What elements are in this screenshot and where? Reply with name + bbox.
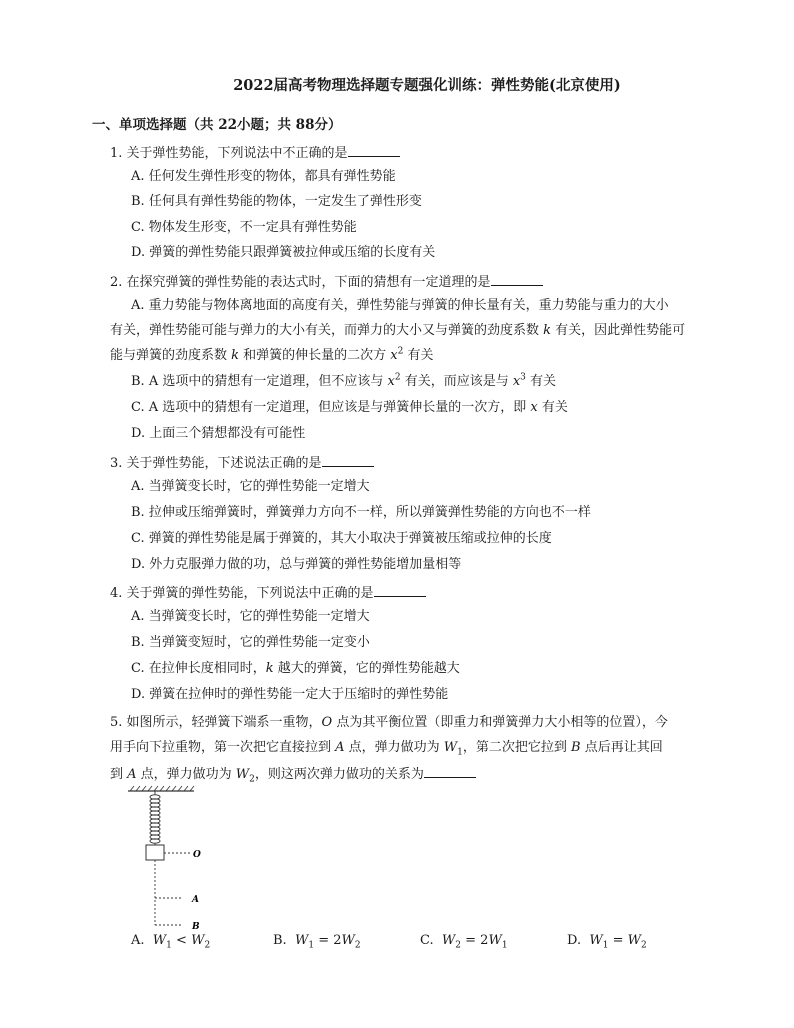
label-b: B — [192, 922, 200, 930]
answer-blank — [322, 453, 374, 467]
question-4-option-c: C. 在拉伸长度相同时，k 越大的弹簧，它的弹性势能越大 — [131, 661, 460, 676]
question-2-option-a-line2: 有关，弹性势能可能与弹力的大小有关，而弹力的大小又与弹簧的劲度系数 k 有关，因此弹性势能可 — [110, 323, 686, 338]
answer-blank — [374, 583, 426, 597]
page-title: 2022届高考物理选择题专题强化训练：弹性势能(北京使用) — [233, 77, 621, 94]
question-3-stem: 3. 关于弹性势能，下述说法正确的是 — [110, 453, 374, 473]
question-4-option-a: A. 当弹簧变长时，它的弹性势能一定增大 — [131, 609, 370, 624]
question-3-option-b: B. 拉伸或压缩弹簧时，弹簧弹力方向不一样，所以弹簧弹性势能的方向也不一样 — [131, 505, 591, 520]
question-1-option-b: B. 任何具有弹性势能的物体，一定发生了弹性形变 — [131, 194, 422, 209]
question-3-option-c: C. 弹簧的弹性势能是属于弹簧的，其大小取决于弹簧被压缩或拉伸的长度 — [131, 531, 552, 546]
question-1-stem: 1. 关于弹性势能，下列说法中不正确的是 — [110, 143, 400, 163]
question-2-option-a-line3: 能与弹簧的劲度系数 k 和弹簧的伸长量的二次方 $x^2$ 有关 — [110, 346, 434, 363]
question-4-option-d: D. 弹簧在拉伸时的弹性势能一定大于压缩时的弹性势能 — [131, 687, 449, 702]
section-heading: 一、单项选择题（共 22小题；共 88分） — [92, 117, 342, 133]
question-5-stem-line3: 到 A 点，弹力做功为 $W_2$，则这两次弹力做功的关系为 — [110, 764, 476, 784]
question-5-option-a: A. $W_1 < W_2$ — [131, 933, 211, 951]
question-3-option-a: A. 当弹簧变长时，它的弹性势能一定增大 — [131, 479, 370, 494]
label-a: A — [192, 895, 199, 905]
question-5-option-d: D. $W_1 = W_2$ — [567, 933, 647, 951]
answer-blank — [491, 272, 543, 286]
question-1-option-d: D. 弹簧的弹性势能只跟弹簧被拉伸或压缩的长度有关 — [131, 245, 436, 260]
question-4-option-b: B. 当弹簧变短时，它的弹性势能一定变小 — [131, 635, 370, 650]
answer-blank — [424, 764, 476, 778]
question-5-stem-line1: 5. 如图所示，轻弹簧下端系一重物，O 点为其平衡位置（即重力和弹簧弹力大小相等的位置），今 — [110, 715, 668, 730]
question-3-option-d: D. 外力克服弹力做的功，总与弹簧的弹性势能增加量相等 — [131, 557, 462, 572]
answer-blank — [348, 143, 400, 157]
question-5-option-c: C. $W_2 = 2W_1$ — [420, 933, 508, 951]
ceiling-hatching — [128, 786, 194, 791]
spring-coil — [150, 791, 160, 845]
question-1-option-c: C. 物体发生形变，不一定具有弹性势能 — [131, 220, 357, 235]
question-2-option-d: D. 上面三个猜想都没有可能性 — [131, 426, 306, 441]
question-5-stem-line2: 用手向下拉重物，第一次把它直接拉到 A 点，弹力做功为 $W_1$，第二次把它拉到 B 点后再让其回 — [110, 740, 663, 758]
spring-mass-diagram — [120, 785, 230, 930]
question-5-option-b: B. $W_1 = 2W_2$ — [273, 933, 361, 951]
question-2-option-c: C. A 选项中的猜想有一定道理，但应该是与弹簧伸长量的一次方，即 x 有关 — [131, 400, 568, 415]
question-2-option-a-line1: A. 重力势能与物体离地面的高度有关，弹性势能与弹簧的伸长量有关，重力势能与重力的大小 — [131, 298, 669, 313]
question-2-stem: 2. 在探究弹簧的弹性势能的表达式时，下面的猜想有一定道理的是 — [110, 272, 543, 292]
question-4-stem: 4. 关于弹簧的弹性势能，下列说法中正确的是 — [110, 583, 426, 603]
label-o: O — [193, 850, 201, 860]
question-2-option-b: B. A 选项中的猜想有一定道理，但不应该与 $x^2$ 有关，而应该是与 $x^3$ 有关 — [131, 372, 557, 389]
weight-block — [146, 845, 164, 860]
question-1-option-a: A. 任何发生弹性形变的物体，都具有弹性势能 — [131, 169, 396, 184]
